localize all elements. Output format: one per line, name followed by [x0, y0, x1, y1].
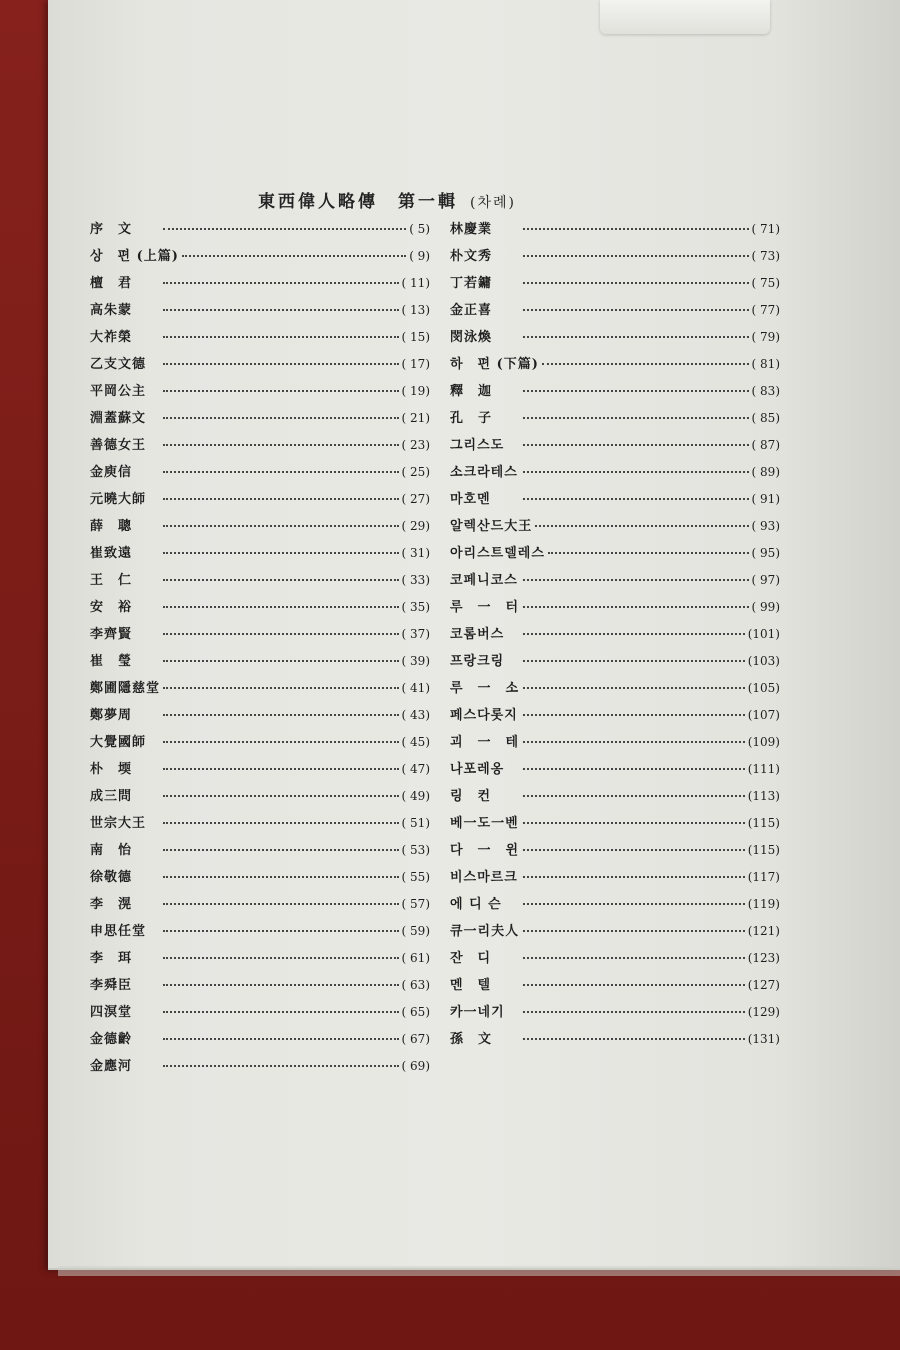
- toc-entry-page: ( 63): [401, 978, 430, 992]
- page-title: [258, 187, 516, 212]
- toc-entry: [90, 650, 430, 677]
- dot-leader: [163, 417, 399, 419]
- toc-entry: [90, 596, 430, 623]
- dot-leader: [523, 849, 745, 851]
- toc-entry: [450, 299, 780, 326]
- toc-entry-page: ( 55): [401, 870, 430, 884]
- toc-entry-name: 루 一 소: [450, 681, 520, 696]
- dot-leader: [523, 957, 745, 959]
- toc-entry-name: 金德齡: [90, 1032, 133, 1047]
- toc-entry: [90, 434, 430, 461]
- toc-entry: [90, 299, 430, 326]
- dot-leader: [523, 903, 745, 905]
- toc-entry: [90, 515, 430, 542]
- dot-leader: [163, 336, 399, 338]
- toc-entry-page: (103): [747, 654, 780, 668]
- toc-entry-page: (101): [747, 627, 780, 641]
- dot-leader: [163, 309, 399, 311]
- toc-entry-page: (111): [747, 762, 780, 776]
- toc-entry-name: 알렉산드大王: [450, 519, 533, 534]
- dot-leader: [523, 876, 745, 878]
- toc-entry-name: 상 편 (上篇): [90, 249, 179, 264]
- dot-leader: [523, 282, 749, 284]
- toc-entry: [90, 758, 430, 785]
- toc-entry-name: 孔 子: [450, 411, 493, 426]
- toc-entry-page: ( 89): [751, 465, 780, 479]
- toc-entry-page: ( 17): [401, 357, 430, 371]
- dot-leader: [163, 687, 399, 689]
- dot-leader: [163, 741, 399, 743]
- dot-leader: [163, 1065, 399, 1067]
- dot-leader: [523, 984, 745, 986]
- toc-entry-page: ( 47): [401, 762, 430, 776]
- dot-leader: [163, 660, 399, 662]
- toc-entry: [90, 1028, 430, 1055]
- dot-leader: [523, 471, 749, 473]
- toc-entry-page: ( 29): [401, 519, 430, 533]
- dot-leader: [182, 255, 406, 257]
- toc-entry-name: 鄭夢周: [90, 708, 133, 723]
- dot-leader: [523, 687, 745, 689]
- dot-leader: [523, 606, 749, 608]
- toc-entry-page: (107): [747, 708, 780, 722]
- page-edge: [58, 1266, 900, 1276]
- toc-entry-name: 世宗大王: [90, 816, 147, 831]
- toc-entry-name: 李舜臣: [90, 978, 133, 993]
- dot-leader: [163, 633, 399, 635]
- toc-entry: [90, 704, 430, 731]
- toc-entry-page: (115): [747, 843, 780, 857]
- toc-entry: [450, 893, 780, 920]
- toc-entry-name: 루 一 터: [450, 600, 520, 615]
- toc-entry: [90, 1001, 430, 1028]
- dot-leader: [523, 336, 749, 338]
- toc-entry-page: ( 79): [751, 330, 780, 344]
- toc-entry-name: 閔泳煥: [450, 330, 493, 345]
- toc-entry: [90, 272, 430, 299]
- dot-leader: [163, 903, 399, 905]
- toc-entry-page: ( 53): [401, 843, 430, 857]
- toc-entry-name: 王 仁: [90, 573, 133, 588]
- toc-entry: [450, 920, 780, 947]
- toc-entry-page: (129): [747, 1005, 780, 1019]
- dot-leader: [163, 390, 399, 392]
- toc-entry-name: 安 裕: [90, 600, 133, 615]
- toc-entry-page: ( 77): [751, 303, 780, 317]
- toc-entry-page: (127): [747, 978, 780, 992]
- toc-entry-name: 徐敬德: [90, 870, 133, 885]
- toc-entry: [90, 353, 430, 380]
- toc-entry: [90, 461, 430, 488]
- toc-entry-name: 林慶業: [450, 222, 493, 237]
- toc-entry-page: ( 33): [401, 573, 430, 587]
- toc-entry-page: ( 23): [401, 438, 430, 452]
- toc-entry-page: ( 81): [751, 357, 780, 371]
- dot-leader: [163, 471, 399, 473]
- toc-entry: [450, 677, 780, 704]
- toc-entry: [450, 245, 780, 272]
- toc-entry-name: 釋 迦: [450, 384, 493, 399]
- dot-leader: [523, 498, 749, 500]
- toc-entry: [90, 812, 430, 839]
- toc-entry: [450, 758, 780, 785]
- toc-entry: [90, 920, 430, 947]
- toc-entry: [450, 623, 780, 650]
- toc-entry-name: 큐一리夫人: [450, 924, 520, 939]
- toc-entry: [450, 326, 780, 353]
- toc-entry-page: ( 27): [401, 492, 430, 506]
- toc-entry: [450, 650, 780, 677]
- toc-entry: [450, 1001, 780, 1028]
- toc-entry-page: ( 39): [401, 654, 430, 668]
- toc-entry: [450, 353, 780, 380]
- toc-entry-name: 베一도一벤: [450, 816, 519, 831]
- toc-entry-name: 나포레옹: [450, 762, 505, 777]
- dot-leader: [523, 255, 749, 257]
- toc-entry-page: ( 93): [751, 519, 780, 533]
- toc-entry-name: 멘 텔: [450, 978, 492, 993]
- toc-entry: [450, 515, 780, 542]
- dot-leader: [163, 498, 399, 500]
- toc-entry-name: 善德女王: [90, 438, 147, 453]
- toc-entry-page: ( 57): [401, 897, 430, 911]
- toc-entry-name: 朴文秀: [450, 249, 493, 264]
- toc-entry: [90, 623, 430, 650]
- toc-entry-name: 檀 君: [90, 276, 133, 291]
- toc-entry: [450, 1028, 780, 1055]
- dot-leader: [523, 444, 749, 446]
- toc-entry-name: 아리스트델레스: [450, 546, 545, 561]
- toc-entry-page: ( 19): [401, 384, 430, 398]
- toc-entry: [90, 893, 430, 920]
- toc-entry-name: 그리스도: [450, 438, 505, 453]
- toc-entry-page: ( 43): [401, 708, 430, 722]
- dot-leader: [163, 714, 399, 716]
- toc-entry-name: 序 文: [90, 222, 133, 237]
- toc-entry: [450, 974, 780, 1001]
- dot-leader: [523, 309, 749, 311]
- dot-leader: [548, 552, 749, 554]
- toc-entry-name: 프랑크링: [450, 654, 505, 669]
- toc-entry-page: ( 95): [751, 546, 780, 560]
- toc-entry-page: (105): [747, 681, 780, 695]
- toc-entry-page: ( 87): [751, 438, 780, 452]
- toc-entry-page: ( 83): [751, 384, 780, 398]
- dot-leader: [163, 606, 399, 608]
- toc-entry-page: ( 31): [401, 546, 430, 560]
- dot-leader: [163, 579, 399, 581]
- toc-entry: [90, 731, 430, 758]
- toc-entry-name: 다 一 윈: [450, 843, 520, 858]
- toc-entry: [90, 947, 430, 974]
- dot-leader: [523, 633, 745, 635]
- toc-entry-name: 코롬버스: [450, 627, 505, 642]
- dot-leader: [523, 714, 745, 716]
- toc-entry-page: (109): [747, 735, 780, 749]
- dot-leader: [163, 444, 399, 446]
- dot-leader: [163, 525, 399, 527]
- toc-entry: [90, 407, 430, 434]
- dot-leader: [523, 768, 745, 770]
- toc-entry-name: 잔 디: [450, 951, 492, 966]
- toc-entry-name: 페스다롯지: [450, 708, 518, 723]
- toc-entry-page: ( 99): [751, 600, 780, 614]
- toc-entry-name: 비스마르크: [450, 870, 518, 885]
- dot-leader: [523, 930, 745, 932]
- dot-leader: [163, 984, 399, 986]
- dot-leader: [163, 768, 399, 770]
- dot-leader: [542, 363, 749, 365]
- toc-entry-page: ( 85): [751, 411, 780, 425]
- toc-entry: [450, 731, 780, 758]
- toc-entry-name: 丁若鏞: [450, 276, 493, 291]
- toc-entry-name: 金應河: [90, 1059, 133, 1074]
- dot-leader: [535, 525, 748, 527]
- toc-entry-name: 元曉大師: [90, 492, 147, 507]
- toc-entry-page: ( 97): [751, 573, 780, 587]
- toc-entry-name: 하 편 (下篇): [450, 357, 539, 372]
- title-subtitle: (차례): [470, 195, 516, 211]
- toc-entry-page: (121): [747, 924, 780, 938]
- toc-entry: [450, 272, 780, 299]
- toc-entry: [450, 380, 780, 407]
- toc-entry-name: 淵蓋蘇文: [90, 411, 147, 426]
- toc-entry: [450, 218, 780, 245]
- toc-entry-page: (117): [747, 870, 780, 884]
- toc-entry-name: 李齊賢: [90, 627, 133, 642]
- toc-entry: [90, 542, 430, 569]
- toc-entry-name: 薛 聰: [90, 519, 133, 534]
- toc-entry-page: ( 75): [751, 276, 780, 290]
- toc-entry: [450, 569, 780, 596]
- toc-entry-name: 孫 文: [450, 1032, 493, 1047]
- toc-entry: [450, 866, 780, 893]
- toc-entry-name: 乙支文德: [90, 357, 147, 372]
- toc-entry: [90, 380, 430, 407]
- dot-leader: [523, 390, 749, 392]
- toc-entry: [450, 785, 780, 812]
- toc-entry: [450, 488, 780, 515]
- toc-entry: [90, 866, 430, 893]
- toc-entry-page: ( 71): [751, 222, 780, 236]
- paper-fold: [600, 0, 770, 34]
- toc-entry: [90, 785, 430, 812]
- toc-entry-page: ( 15): [401, 330, 430, 344]
- toc-entry-page: ( 25): [401, 465, 430, 479]
- toc-entry-page: ( 91): [751, 492, 780, 506]
- toc-entry-page: ( 69): [401, 1059, 430, 1073]
- toc-entry-page: (113): [747, 789, 780, 803]
- toc-entry: [450, 434, 780, 461]
- dot-leader: [523, 660, 745, 662]
- toc-entry: [450, 839, 780, 866]
- toc-entry-name: 소크라테스: [450, 465, 518, 480]
- toc-entry: [90, 218, 430, 245]
- dot-leader: [523, 228, 749, 230]
- toc-entry: [90, 677, 430, 704]
- dot-leader: [163, 795, 399, 797]
- toc-entry: [450, 812, 780, 839]
- toc-entry-page: ( 35): [401, 600, 430, 614]
- dot-leader: [163, 282, 399, 284]
- toc-entry: [450, 461, 780, 488]
- dot-leader: [163, 1038, 399, 1040]
- dot-leader: [163, 849, 399, 851]
- toc-entry: [90, 974, 430, 1001]
- toc-entry-page: ( 5): [409, 222, 430, 236]
- toc-entry: [90, 839, 430, 866]
- toc-entry-page: ( 37): [401, 627, 430, 641]
- dot-leader: [523, 579, 749, 581]
- toc-entry-name: 申思任堂: [90, 924, 147, 939]
- toc-entry-name: 高朱蒙: [90, 303, 133, 318]
- toc-entry-name: 金庾信: [90, 465, 133, 480]
- toc-entry-name: 崔致遠: [90, 546, 133, 561]
- toc-entry: [90, 1055, 430, 1082]
- toc-entry-name: 링 컨: [450, 789, 492, 804]
- toc-entry-name: 괴 一 테: [450, 735, 520, 750]
- dot-leader: [163, 552, 399, 554]
- dot-leader: [523, 795, 745, 797]
- toc-entry-page: ( 65): [401, 1005, 430, 1019]
- toc-entry-name: 李 珥: [90, 951, 133, 966]
- toc-entry-name: 成三問: [90, 789, 133, 804]
- toc-entry: [90, 488, 430, 515]
- toc-entry-name: 李 滉: [90, 897, 133, 912]
- dot-leader: [163, 822, 399, 824]
- toc-entry: [450, 596, 780, 623]
- toc-entry: [90, 245, 430, 272]
- toc-entry: [90, 326, 430, 353]
- dot-leader: [523, 1038, 745, 1040]
- toc-left-column: [90, 218, 430, 1082]
- toc-entry-name: 金正喜: [450, 303, 493, 318]
- toc-entry-name: 崔 瑩: [90, 654, 133, 669]
- dot-leader: [523, 1011, 745, 1013]
- toc-entry-page: ( 41): [401, 681, 430, 695]
- toc-entry-name: 鄭圃隱慈堂: [90, 681, 161, 696]
- toc-entry-name: 南 怡: [90, 843, 133, 858]
- dot-leader: [163, 363, 399, 365]
- toc-entry-page: ( 73): [751, 249, 780, 263]
- toc-entry-page: ( 59): [401, 924, 430, 938]
- toc-entry: [90, 569, 430, 596]
- toc-entry-page: ( 11): [401, 276, 430, 290]
- toc-entry-page: ( 13): [401, 303, 430, 317]
- toc-entry-name: 朴 堧: [90, 762, 133, 777]
- toc-entry-page: ( 61): [401, 951, 430, 965]
- dot-leader: [163, 1011, 399, 1013]
- toc-entry: [450, 407, 780, 434]
- title-text: 東西偉人略傳 第一輯: [258, 192, 458, 212]
- toc-entry-page: (115): [747, 816, 780, 830]
- toc-entry: [450, 542, 780, 569]
- toc-entry: [450, 704, 780, 731]
- toc-entry-page: ( 49): [401, 789, 430, 803]
- toc-entry-page: (123): [747, 951, 780, 965]
- dot-leader: [523, 741, 745, 743]
- dot-leader: [523, 417, 749, 419]
- toc-entry-name: 大覺國師: [90, 735, 147, 750]
- toc-entry-page: ( 9): [409, 249, 430, 263]
- toc-entry-page: (131): [747, 1032, 780, 1046]
- toc-entry-name: 카一네기: [450, 1005, 505, 1020]
- toc-entry-name: 코페니코스: [450, 573, 518, 588]
- toc-entry-name: 大祚榮: [90, 330, 133, 345]
- toc-entry-page: ( 67): [401, 1032, 430, 1046]
- toc-entry-name: 에 디 슨: [450, 897, 502, 912]
- dot-leader: [163, 957, 399, 959]
- dot-leader: [163, 228, 406, 230]
- toc-entry-page: ( 21): [401, 411, 430, 425]
- toc-entry-name: 四溟堂: [90, 1005, 133, 1020]
- toc-entry-page: ( 45): [401, 735, 430, 749]
- dot-leader: [523, 822, 745, 824]
- toc-entry-name: 平岡公主: [90, 384, 147, 399]
- toc-entry-page: ( 51): [401, 816, 430, 830]
- toc-right-column: [450, 218, 780, 1055]
- toc-entry-page: (119): [747, 897, 780, 911]
- toc-entry-name: 마호멘: [450, 492, 491, 507]
- dot-leader: [163, 930, 399, 932]
- dot-leader: [163, 876, 399, 878]
- toc-entry: [450, 947, 780, 974]
